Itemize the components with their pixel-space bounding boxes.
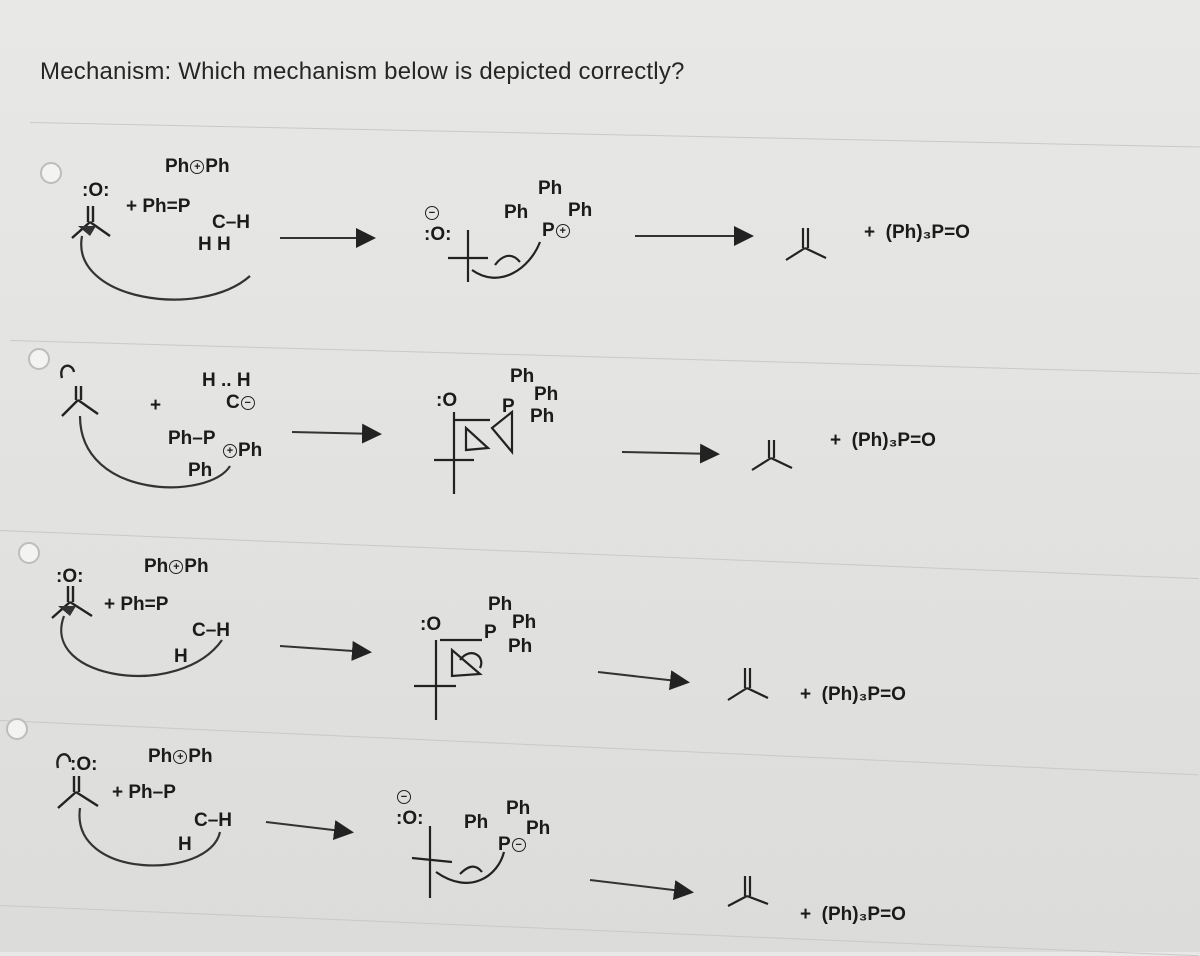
reagent-ph-label: Ph–P — [168, 428, 216, 449]
plus-label: + — [150, 395, 162, 416]
intermediate-ph-label: Ph — [512, 612, 537, 633]
product-label: + (Ph)₃P=O — [800, 904, 906, 925]
reagent-ph-label: Ph + Ph — [148, 746, 213, 767]
intermediate-ph-label: Ph — [538, 178, 563, 199]
oxygen-label: :O — [436, 390, 458, 411]
ch-label: C–H — [212, 212, 251, 233]
hh-label: H H — [198, 234, 231, 255]
hh-label: H .. H — [202, 370, 251, 391]
reagent-ph-label: + Ph — [222, 440, 262, 462]
reagent-ph-label: + Ph=P — [126, 196, 191, 217]
reagent-ph-label: + Ph=P — [104, 594, 169, 615]
intermediate-ph-label: Ph — [526, 818, 551, 839]
phosphorus-label: P + — [542, 220, 571, 242]
oxygen-label: :O — [420, 614, 442, 635]
intermediate-ph-label: Ph — [534, 384, 559, 405]
intermediate-ph-label: Ph — [530, 406, 555, 427]
oxygen-label: :O: — [82, 180, 110, 201]
oxygen-label: − :O: — [396, 791, 424, 829]
alkene-product — [786, 228, 826, 260]
intermediate-ph-label: Ph — [464, 812, 489, 833]
phosphorus-label: P − — [498, 834, 527, 856]
ch-label: C–H — [192, 620, 231, 641]
intermediate-ph-label: Ph — [506, 798, 531, 819]
h-label: H — [178, 834, 192, 855]
product-label: + (Ph)₃P=O — [800, 684, 906, 705]
reaction-arrow — [598, 672, 686, 682]
reaction-arrow — [292, 432, 378, 434]
ch-label: C–H — [194, 810, 233, 831]
reaction-arrow — [590, 880, 690, 892]
question-title: Mechanism: Which mechanism below is depicted correctly? — [40, 58, 685, 85]
reagent-ph-label: + Ph–P — [112, 782, 176, 803]
reaction-arrow — [622, 452, 716, 454]
phosphorus-label: P — [484, 622, 497, 643]
intermediate-ph-label: Ph — [508, 636, 533, 657]
intermediate-ph-label: Ph — [504, 202, 529, 223]
intermediate-ph-label: Ph — [510, 366, 535, 387]
oxygen-label: :O: — [56, 566, 84, 587]
h-label: H — [174, 646, 188, 667]
oxygen-label: :O: — [70, 754, 98, 775]
reagent-ph-label: Ph — [188, 460, 213, 481]
product-label: + (Ph)₃P=O — [830, 430, 936, 451]
reagent-ph-label: Ph + Ph — [144, 556, 209, 577]
phosphorus-label: P — [502, 396, 515, 417]
reaction-arrow — [266, 822, 350, 832]
intermediate-ph-label: Ph — [568, 200, 593, 221]
reaction-arrow — [280, 646, 368, 652]
carbon-label: C − — [226, 392, 256, 414]
product-label: + (Ph)₃P=O — [864, 222, 970, 243]
intermediate-ph-label: Ph — [488, 594, 513, 615]
reagent-ph-label: Ph + Ph — [165, 156, 230, 177]
oxygen-label: − :O: — [424, 207, 452, 245]
